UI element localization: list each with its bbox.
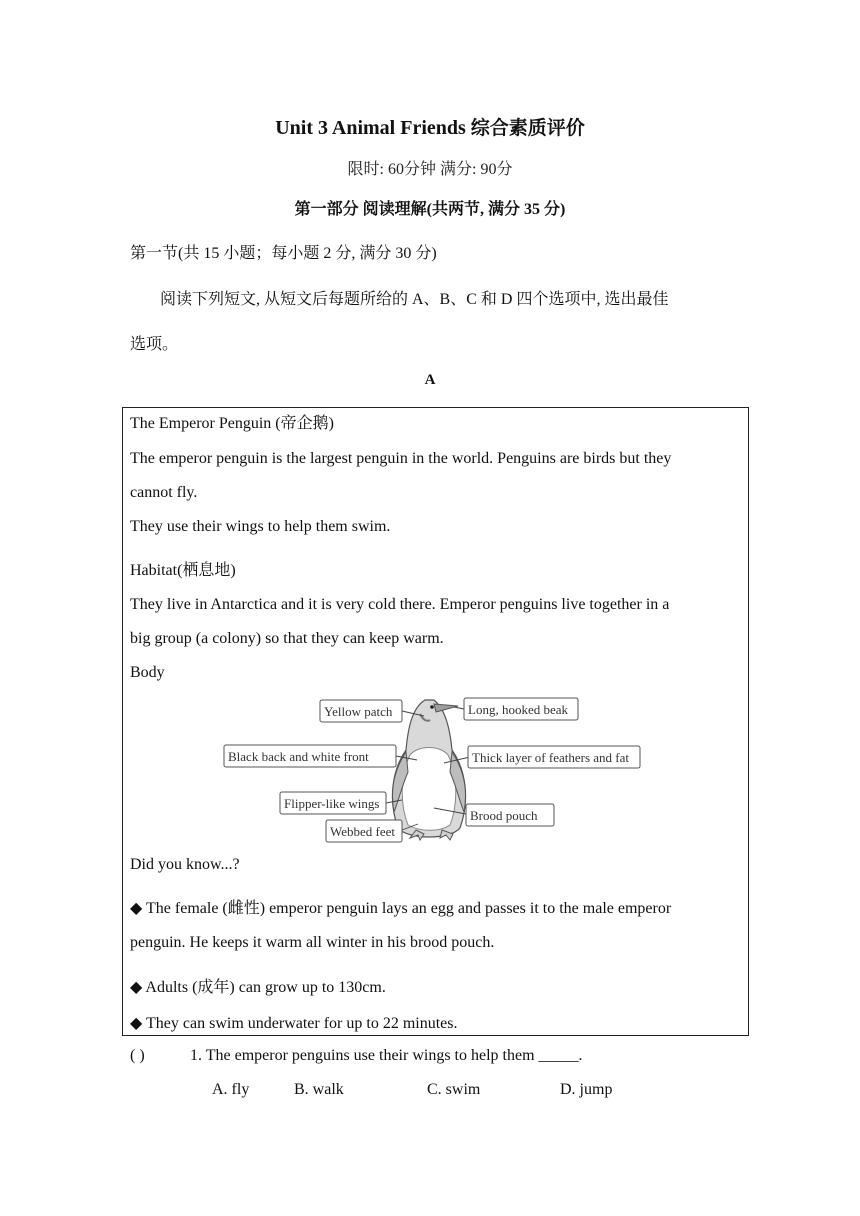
svg-text:Brood pouch: Brood pouch	[470, 808, 538, 823]
intro-line-3: They use their wings to help them swim.	[130, 518, 391, 535]
habitat-line-2: big group (a colony) so that they can keep warm.	[130, 630, 444, 647]
part-heading: 第一部分 阅读理解(共两节, 满分 35 分)	[294, 201, 566, 218]
worksheet-title	[0, 113, 860, 140]
habitat-heading: Habitat(栖息地)	[130, 562, 236, 579]
label-wings	[280, 792, 386, 814]
svg-text:Flipper-like wings: Flipper-like wings	[284, 796, 380, 811]
instruction-line-2: 选项。	[130, 336, 179, 353]
body-heading: Body	[130, 664, 165, 681]
habitat-line-1: They live in Antarctica and it is very cold there. Emperor penguins live together in a	[130, 596, 670, 613]
svg-text:Thick layer of feathers and fa: Thick layer of feathers and fat	[472, 750, 630, 765]
fact-2: ◆ Adults (成年) can grow up to 130cm.	[130, 979, 386, 996]
label-feathers	[468, 746, 640, 768]
label-pouch	[466, 804, 554, 826]
intro-line-1: The emperor penguin is the largest penguin in the world. Penguins are birds but they	[130, 450, 672, 467]
option-a[interactable]: A. fly	[212, 1081, 250, 1098]
fact-1-line-1: ◆ The female (雌性) emperor penguin lays an egg and passes it to the male emperor	[130, 900, 672, 917]
option-c[interactable]: C. swim	[427, 1081, 481, 1098]
instruction-line-1: 阅读下列短文, 从短文后每题所给的 A、B、C 和 D 四个选项中, 选出最佳	[160, 291, 669, 308]
passage-title: The Emperor Penguin (帝企鹅)	[130, 415, 334, 432]
fact-3: ◆ They can swim underwater for up to 22 minutes.	[130, 1015, 458, 1032]
title-chinese: 综合素质评价	[470, 117, 585, 139]
option-d[interactable]: D. jump	[560, 1081, 613, 1098]
svg-text:Webbed feet: Webbed feet	[330, 824, 395, 839]
question-1-stem: 1. The emperor penguins use their wings to help them _____.	[190, 1047, 583, 1064]
title-english: Unit 3 Animal Friends	[275, 117, 466, 139]
passage-letter: A	[424, 372, 436, 388]
label-feet	[326, 820, 402, 842]
fact-1-line-2: penguin. He keeps it warm all winter in his brood pouch.	[130, 934, 495, 951]
time-limit: 限时: 60分钟 满分: 90分	[347, 161, 513, 178]
intro-line-2: cannot fly.	[130, 484, 198, 501]
section-heading: 第一节(共 15 小题；每小题 2 分, 满分 30 分)	[130, 245, 437, 262]
svg-text:Yellow patch: Yellow patch	[324, 704, 393, 719]
label-beak	[464, 698, 578, 720]
label-back-front	[224, 745, 396, 767]
svg-text:Long, hooked beak: Long, hooked beak	[468, 702, 569, 717]
option-b[interactable]: B. walk	[294, 1081, 344, 1098]
penguin-diagram	[220, 690, 650, 850]
did-you-know-heading: Did you know...?	[130, 856, 240, 873]
svg-text:Black back and white front: Black back and white front	[228, 749, 369, 764]
penguin-illustration	[392, 700, 465, 840]
question-1-answer-blank[interactable]: ( )	[130, 1047, 145, 1064]
label-yellow-patch	[320, 700, 402, 722]
